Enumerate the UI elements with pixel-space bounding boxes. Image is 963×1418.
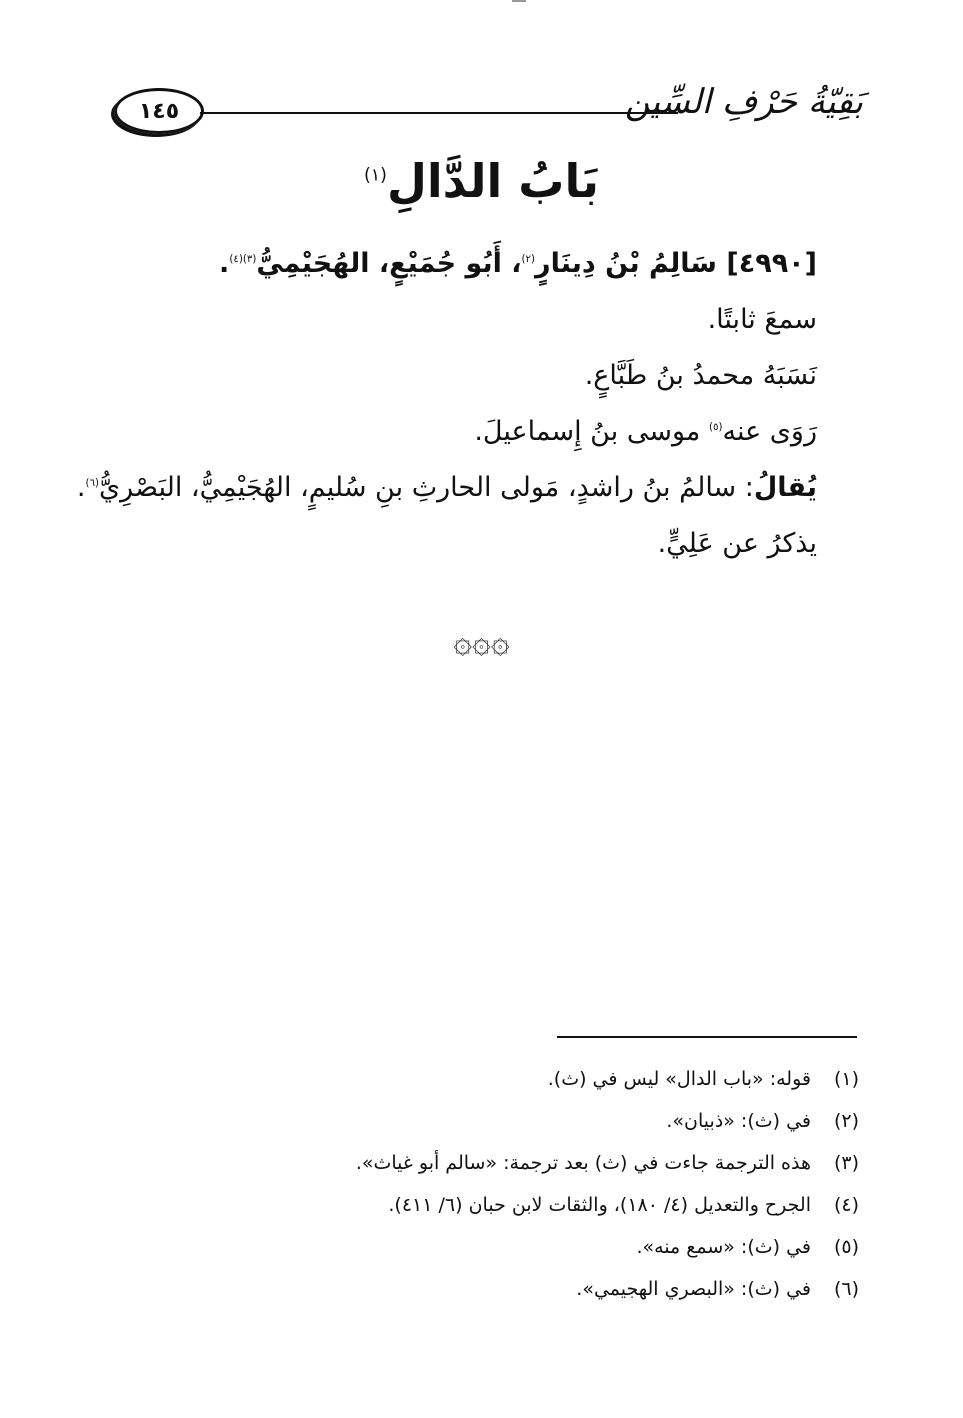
chapter-title-text: بَابُ الدَّالِ bbox=[386, 154, 600, 208]
footnote-number: (٦) bbox=[833, 1278, 859, 1300]
entry-line-mentions: يذكرُ عن عَلِيٍّ. bbox=[657, 528, 817, 559]
chapter-footnote-ref: (١) bbox=[363, 165, 387, 186]
entry-name: سَالِمُ بْنُ دِينَارٍ bbox=[535, 248, 717, 279]
footnote-number: (١) bbox=[833, 1068, 859, 1090]
footnote-number: (٤) bbox=[833, 1194, 859, 1216]
footnote-1 bbox=[99, 1058, 859, 1100]
footnote-rule bbox=[557, 1036, 857, 1038]
section-divider-ornaments: ۞۞۞ bbox=[453, 622, 510, 660]
narrator-prefix: رَوَى عنه bbox=[722, 416, 817, 447]
footnote-number: (٥) bbox=[833, 1236, 859, 1258]
alternate-footnote-ref: (٦) bbox=[85, 477, 100, 489]
narrator-name: موسى بنُ إِسماعيلَ. bbox=[474, 416, 709, 447]
footnote-number: (٣) bbox=[833, 1152, 859, 1174]
entry-name-footnote-ref: (٢) bbox=[521, 253, 536, 265]
running-head: بَقِيّةُ حَرْفِ السِّين bbox=[624, 82, 863, 122]
footnote-text: في (ث): «ذبيان». bbox=[666, 1110, 811, 1132]
chapter-title bbox=[0, 145, 963, 217]
page-number-text: ١٤٥ bbox=[138, 98, 180, 124]
footnote-5 bbox=[99, 1226, 859, 1268]
footnote-number: (٢) bbox=[833, 1110, 859, 1132]
entry-line-lineage: نَسَبَهُ محمدُ بنُ طَبَّاعٍ. bbox=[584, 360, 817, 391]
alternate-label: يُقالُ bbox=[753, 472, 817, 503]
page-number bbox=[114, 88, 204, 134]
footnotes bbox=[99, 1058, 859, 1310]
footnote-text: قوله: «باب الدال» ليس في (ث). bbox=[547, 1068, 811, 1090]
entry-line-heard: سمعَ ثابتًا. bbox=[707, 304, 817, 335]
narrator-footnote-ref: (٥) bbox=[708, 421, 723, 433]
entry-line-alternate-name bbox=[76, 460, 817, 516]
page-top-mark bbox=[512, 0, 526, 2]
header-rule bbox=[200, 112, 678, 114]
footnote-2 bbox=[99, 1100, 859, 1142]
footnote-text: في (ث): «سمع منه». bbox=[636, 1236, 811, 1258]
entry-line-narrator bbox=[97, 404, 817, 460]
footnote-3 bbox=[99, 1142, 859, 1184]
footnote-4 bbox=[99, 1184, 859, 1226]
entry-nisba-footnote-refs: (٣)(٤) bbox=[229, 253, 257, 265]
footnote-text: في (ث): «البصري الهجيمي». bbox=[576, 1278, 811, 1300]
footnote-text: هذه الترجمة جاءت في (ث) بعد ترجمة: «سالم أبو غياث». bbox=[355, 1152, 811, 1174]
footnote-text: الجرح والتعديل (٤/ ١٨٠)، والثقات لابن حبان (٦/ ٤١١). bbox=[388, 1194, 811, 1216]
entry-kunya-nisba: ، أَبُو جُمَيْعٍ، الهُجَيْمِيُّ bbox=[256, 248, 522, 279]
entry-number: [٤٩٩٠] bbox=[726, 248, 817, 279]
entry-heading bbox=[97, 236, 817, 292]
alternate-text: : سالمُ بنُ راشدٍ، مَولى الحارثِ بنِ سُليمٍ، الهُجَيْمِيُّ، البَصْرِيُّ bbox=[99, 472, 754, 503]
alternate-end: . bbox=[76, 472, 86, 503]
footnote-6 bbox=[99, 1268, 859, 1310]
entry-heading-end: . bbox=[219, 248, 230, 279]
biography-entry bbox=[76, 236, 817, 572]
